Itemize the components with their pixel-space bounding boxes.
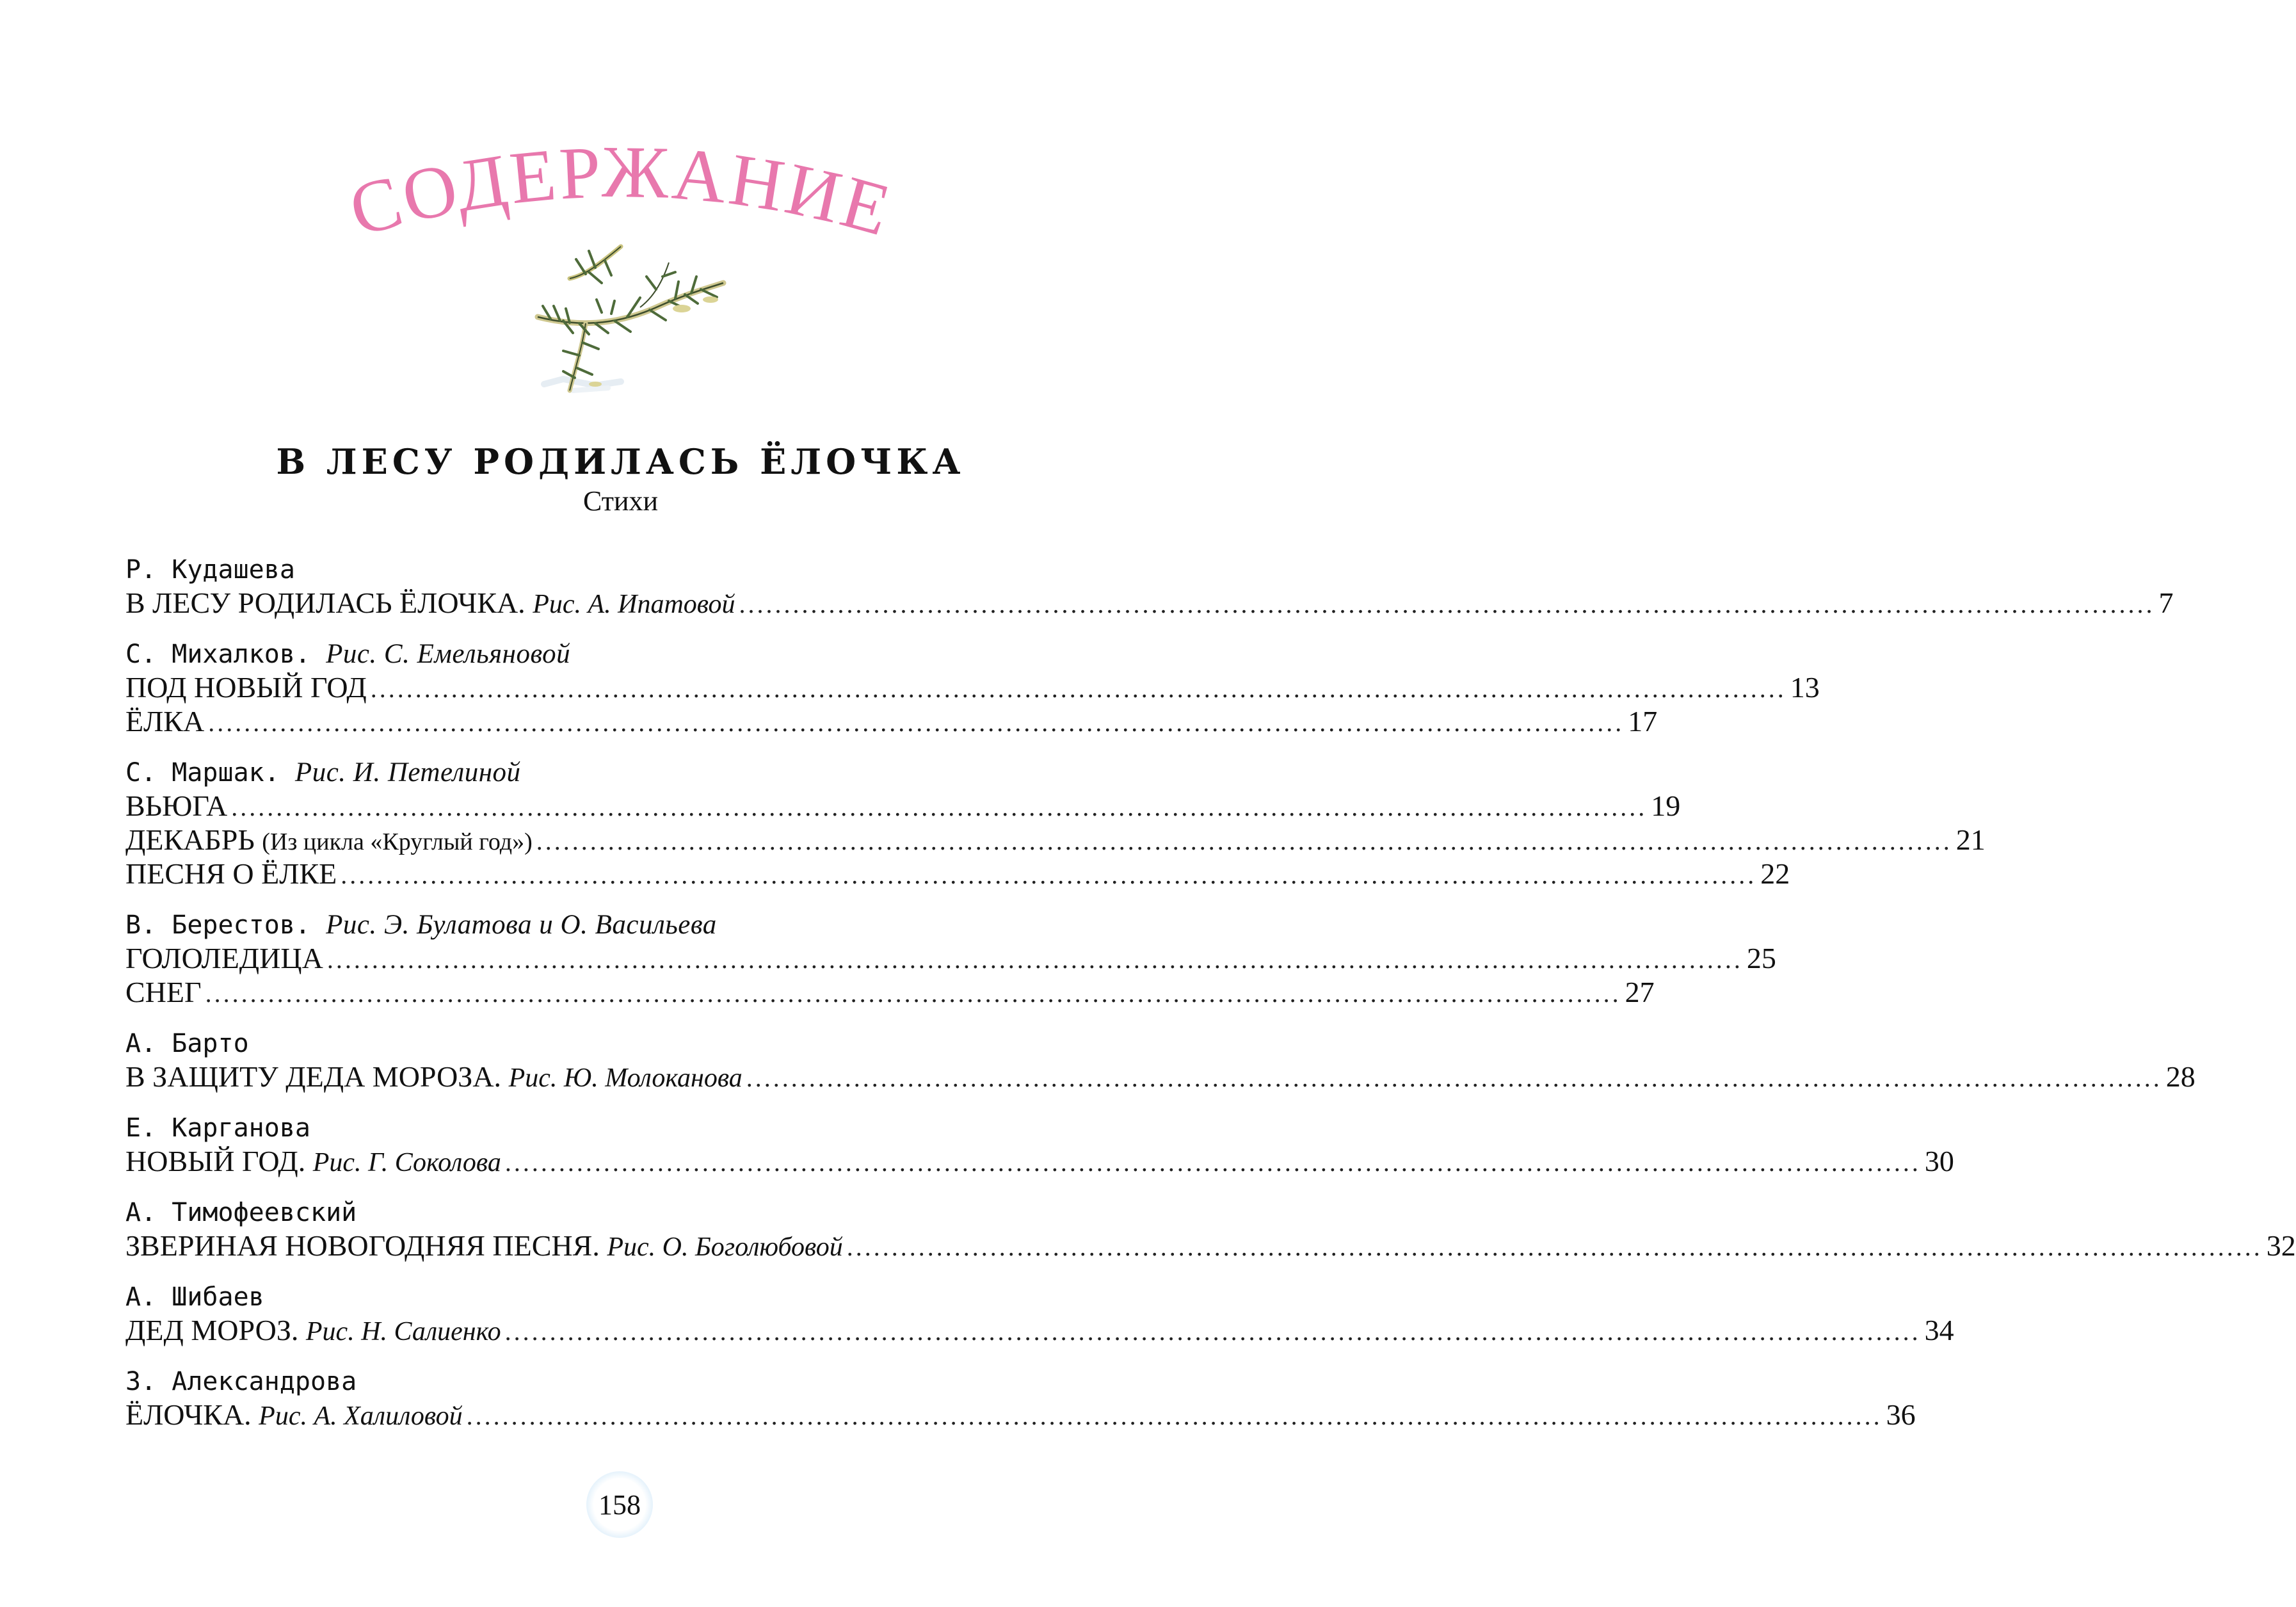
dot-leader: ..............................................................................................................................................................	[466, 1401, 1883, 1430]
dot-leader: ..............................................................................................................................................................	[536, 827, 1952, 855]
dot-leader: ..............................................................................................................................................................	[341, 860, 1757, 889]
entry-page-number: 25	[1746, 942, 1776, 974]
toc-author	[125, 1112, 1121, 1144]
author-name: В. Берестов.	[125, 910, 310, 940]
page-number-badge	[586, 1471, 653, 1538]
author-name: С. Маршак.	[125, 758, 280, 787]
toc-entry[interactable]	[125, 857, 1790, 891]
dot-leader: ..............................................................................................................................................................	[746, 1063, 2162, 1092]
page-title-text: СОДЕРЖАНИЕ	[341, 131, 901, 253]
table-of-contents	[125, 554, 2296, 1450]
dot-leader: ..............................................................................................................................................................	[326, 945, 1743, 974]
dot-leader: ..............................................................................................................................................................	[504, 1148, 1921, 1177]
entry-page-number: 21	[1955, 823, 1986, 856]
entry-title: В ЗАЩИТУ ДЕДА МОРОЗА.	[125, 1060, 502, 1093]
dot-leader: ..............................................................................................................................................................	[208, 708, 1625, 737]
entry-title: ВЬЮГА	[125, 789, 228, 822]
toc-entry[interactable]	[125, 586, 2174, 620]
toc-entry[interactable]	[125, 670, 1820, 704]
toc-group	[125, 638, 1820, 738]
entry-title: НОВЫЙ ГОД.	[125, 1145, 306, 1177]
entry-page-number: 19	[1651, 789, 1681, 822]
toc-group	[125, 1028, 2196, 1094]
toc-author	[125, 757, 1121, 789]
page-number: 158	[598, 1489, 641, 1521]
entry-page-number: 22	[1760, 857, 1790, 890]
toc-group	[125, 909, 1776, 1009]
entry-illustrator: Рис. А. Халиловой	[259, 1401, 463, 1431]
author-name: Р. Кудашева	[125, 555, 295, 585]
entry-title: ДЕД МОРОЗ.	[125, 1314, 299, 1346]
author-name: З. Александрова	[125, 1367, 357, 1396]
entry-illustrator: Рис. А. Ипатовой	[533, 590, 735, 619]
section-header	[0, 440, 1241, 520]
entry-title: ЗВЕРИНАЯ НОВОГОДНЯЯ ПЕСНЯ.	[125, 1229, 600, 1262]
entry-note: (Из цикла «Круглый год»)	[262, 828, 533, 855]
entry-illustrator: Рис. Н. Салиенко	[305, 1317, 501, 1346]
author-name: А. Шибаев	[125, 1282, 264, 1312]
entry-title: СНЕГ	[125, 976, 202, 1008]
toc-group	[125, 1197, 2296, 1263]
author-illustrator: Рис. Э. Булатова и О. Васильева	[326, 910, 717, 940]
entry-page-number: 36	[1886, 1398, 1916, 1431]
entry-illustrator: Рис. О. Боголюбовой	[607, 1232, 843, 1262]
dot-leader: ..............................................................................................................................................................	[370, 674, 1786, 703]
toc-author	[125, 1366, 1121, 1398]
dot-leader: ..............................................................................................................................................................	[739, 590, 2155, 618]
toc-entry[interactable]	[125, 789, 1681, 823]
entry-page-number: 17	[1628, 705, 1658, 738]
author-illustrator: Рис. И. Петелиной	[294, 757, 521, 787]
toc-author	[125, 909, 1121, 941]
author-name: С. Михалков.	[125, 640, 310, 669]
entry-page-number: 13	[1790, 671, 1820, 704]
toc-author	[125, 554, 1121, 586]
toc-group	[125, 1112, 1954, 1178]
toc-group	[125, 1281, 1954, 1347]
toc-entry[interactable]	[125, 1060, 2196, 1094]
section-subtitle: Стихи	[582, 485, 659, 517]
entry-title: ПЕСНЯ О ЁЛКЕ	[125, 857, 337, 890]
dot-leader: ..............................................................................................................................................................	[504, 1317, 1921, 1346]
toc-author	[125, 638, 1121, 670]
toc-entry[interactable]	[125, 1229, 2296, 1263]
toc-entry[interactable]	[125, 975, 1655, 1009]
author-illustrator: Рис. С. Емельяновой	[326, 639, 571, 669]
toc-author	[125, 1197, 1121, 1229]
dot-leader: ..............................................................................................................................................................	[205, 979, 1621, 1008]
author-name: А. Барто	[125, 1029, 249, 1058]
entry-title: В ЛЕСУ РОДИЛАСЬ ЁЛОЧКА.	[125, 586, 526, 619]
toc-entry[interactable]	[125, 1144, 1954, 1178]
entry-page-number: 28	[2165, 1060, 2196, 1093]
toc-author	[125, 1281, 1121, 1313]
toc-entry[interactable]	[125, 1398, 1916, 1432]
entry-illustrator: Рис. Ю. Молоканова	[508, 1063, 743, 1093]
entry-page-number: 30	[1924, 1145, 1954, 1177]
fir-branch-illustration	[525, 237, 736, 403]
toc-entry[interactable]	[125, 1313, 1954, 1347]
section-title: В ЛЕСУ РОДИЛАСЬ ЁЛОЧКА	[276, 441, 965, 482]
entry-title: ЁЛОЧКА.	[125, 1398, 252, 1431]
entry-page-number: 7	[2158, 586, 2174, 619]
dot-leader: ..............................................................................................................................................................	[231, 793, 1648, 821]
author-name: Е. Карганова	[125, 1113, 310, 1143]
entry-page-number: 32	[2266, 1229, 2296, 1262]
toc-entry[interactable]	[125, 823, 1986, 857]
toc-group	[125, 1366, 1916, 1432]
entry-page-number: 27	[1625, 976, 1655, 1008]
entry-title: ДЕКАБРЬ	[125, 823, 255, 856]
svg-text:СОДЕРЖАНИЕ	[341, 131, 901, 252]
entry-page-number: 34	[1924, 1314, 1954, 1346]
entry-title: ГОЛОЛЕДИЦА	[125, 942, 323, 974]
entry-title: ПОД НОВЫЙ ГОД	[125, 671, 367, 704]
toc-group	[125, 757, 1986, 891]
dot-leader: ..............................................................................................................................................................	[846, 1232, 2263, 1261]
toc-author	[125, 1028, 1121, 1060]
toc-entry[interactable]	[125, 941, 1776, 975]
author-name: А. Тимофеевский	[125, 1198, 357, 1227]
toc-group	[125, 554, 2174, 620]
entry-illustrator: Рис. Г. Соколова	[312, 1148, 501, 1177]
entry-title: ЁЛКА	[125, 705, 205, 738]
toc-entry[interactable]	[125, 704, 1658, 738]
